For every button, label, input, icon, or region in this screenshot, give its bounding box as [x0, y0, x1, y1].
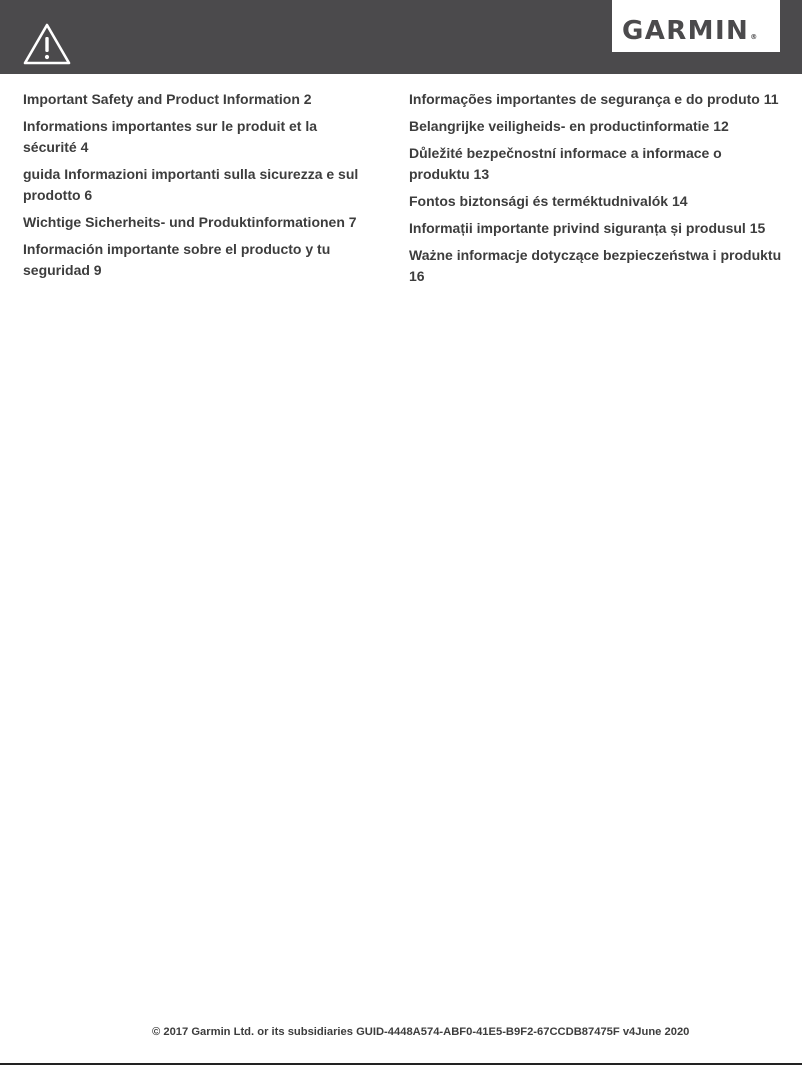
toc-entry-page: 12: [713, 118, 729, 134]
toc-entry-title: Důležité bezpečnostní informace a informace o produktu: [409, 145, 722, 182]
toc-entry-title: guida Informazioni importanti sulla sicurezza e sul prodotto: [23, 166, 359, 203]
toc-entry-title: Informații importante privind siguranța și produsul: [409, 220, 746, 236]
copyright-footer: © 2017 Garmin Ltd. or its subsidiaries GUID-4448A574-ABF0-41E5-B9F2-67CCDB87475F v4June 2020: [152, 1026, 690, 1038]
toc-entry[interactable]: [409, 191, 784, 212]
toc-entry-title: Fontos biztonsági és terméktudnivalók: [409, 193, 669, 209]
toc-entry[interactable]: [23, 164, 368, 206]
toc-entry[interactable]: [409, 143, 784, 185]
toc-entry-title: Información importante sobre el producto y tu seguridad: [23, 241, 331, 278]
toc-entry[interactable]: [23, 239, 368, 281]
toc-entry[interactable]: [409, 245, 784, 287]
toc-entry-page: 16: [409, 268, 425, 284]
toc-entry-page: 6: [84, 187, 93, 203]
toc-column-right: [409, 89, 784, 293]
toc-entry-page: 13: [473, 166, 490, 182]
toc-entry-title: Ważne informacje dotyczące bezpieczeństwa i produktu: [409, 247, 782, 263]
toc-entry-page: 7: [348, 214, 357, 230]
toc-entry[interactable]: [23, 116, 368, 158]
toc-entry[interactable]: [409, 116, 784, 137]
toc-entry-page: 4: [80, 139, 89, 155]
toc-entry-title: Informations importantes sur le produit et la sécurité: [23, 118, 318, 155]
toc-entry-page: 14: [671, 193, 688, 209]
toc-entry-page: 11: [763, 91, 779, 107]
toc-entry-page: 2: [303, 91, 312, 107]
toc-entry-title: Wichtige Sicherheits- und Produktinformationen: [23, 214, 345, 230]
garmin-logo: [612, 0, 780, 52]
warning-triangle-icon: [22, 22, 72, 66]
toc-entry-title: Informações importantes de segurança e do produto: [409, 91, 760, 107]
toc-entry-title: Belangrijke veiligheids- en productinformatie: [409, 118, 710, 134]
toc-entry-title: Important Safety and Product Information: [23, 91, 300, 107]
toc-column-left: [23, 89, 368, 287]
toc-entry[interactable]: [23, 89, 368, 110]
toc-entry[interactable]: [23, 212, 368, 233]
brand-name: GARMIN®: [622, 16, 758, 46]
toc-entry-page: 9: [93, 262, 102, 278]
toc-entry-page: 15: [749, 220, 766, 236]
header-bar: [0, 0, 802, 74]
toc-entry[interactable]: [409, 89, 784, 110]
bottom-divider: [0, 1063, 802, 1065]
toc-entry[interactable]: [409, 218, 784, 239]
